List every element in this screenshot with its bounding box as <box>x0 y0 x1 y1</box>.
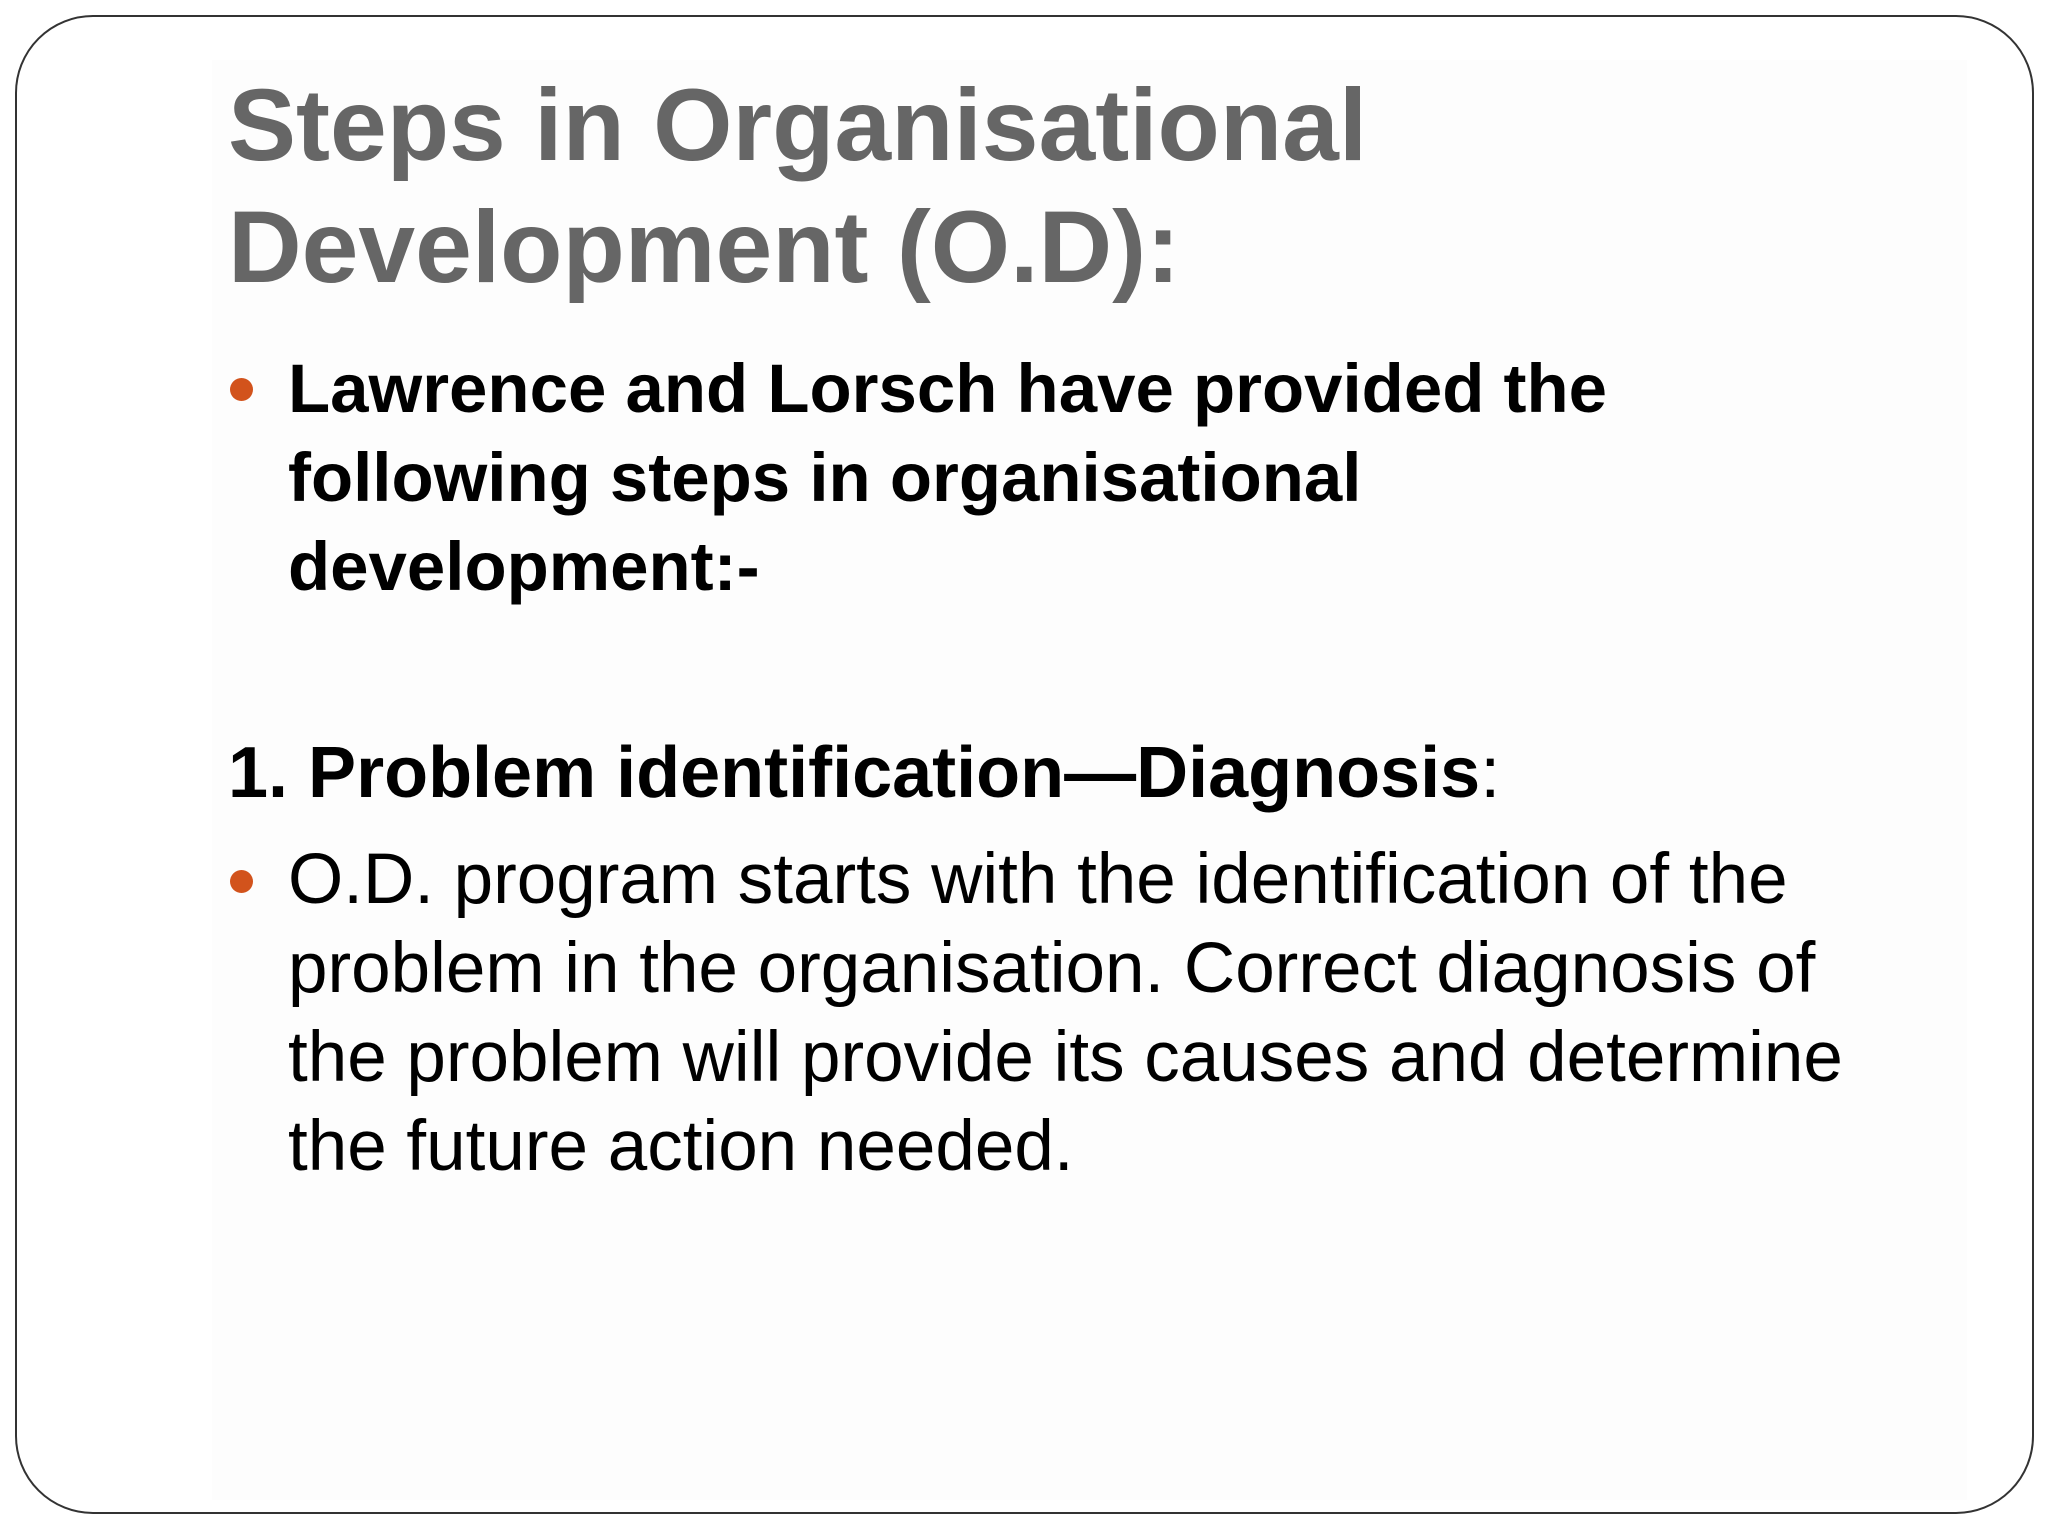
slide-title <box>228 64 1828 308</box>
slide-title-line: Development (O.D): <box>228 190 1181 304</box>
description-text-line: the future action needed. <box>288 1107 1074 1186</box>
description-bullet <box>288 835 1928 1191</box>
intro-text-line: Lawrence and Lorsch have provided the <box>288 350 1608 427</box>
intro-text-line: following steps in organisational <box>288 439 1362 516</box>
intro-text-line: development:- <box>288 528 760 605</box>
slide-title-line: Steps in Organisational <box>228 68 1368 182</box>
description-text-line: problem in the organisation. Correct diagnosis of <box>288 929 1816 1008</box>
intro-bullet <box>288 344 1928 611</box>
step-colon: : <box>1480 733 1501 813</box>
bullet-dot-icon <box>230 378 253 401</box>
step-title: 1. Problem identification—Diagnosis <box>228 733 1481 813</box>
description-text-line: O.D. program starts with the identification of the <box>288 840 1788 919</box>
step-heading <box>228 731 1500 815</box>
description-text-line: the problem will provide its causes and determine <box>288 1018 1843 1097</box>
bullet-dot-icon <box>230 870 253 893</box>
